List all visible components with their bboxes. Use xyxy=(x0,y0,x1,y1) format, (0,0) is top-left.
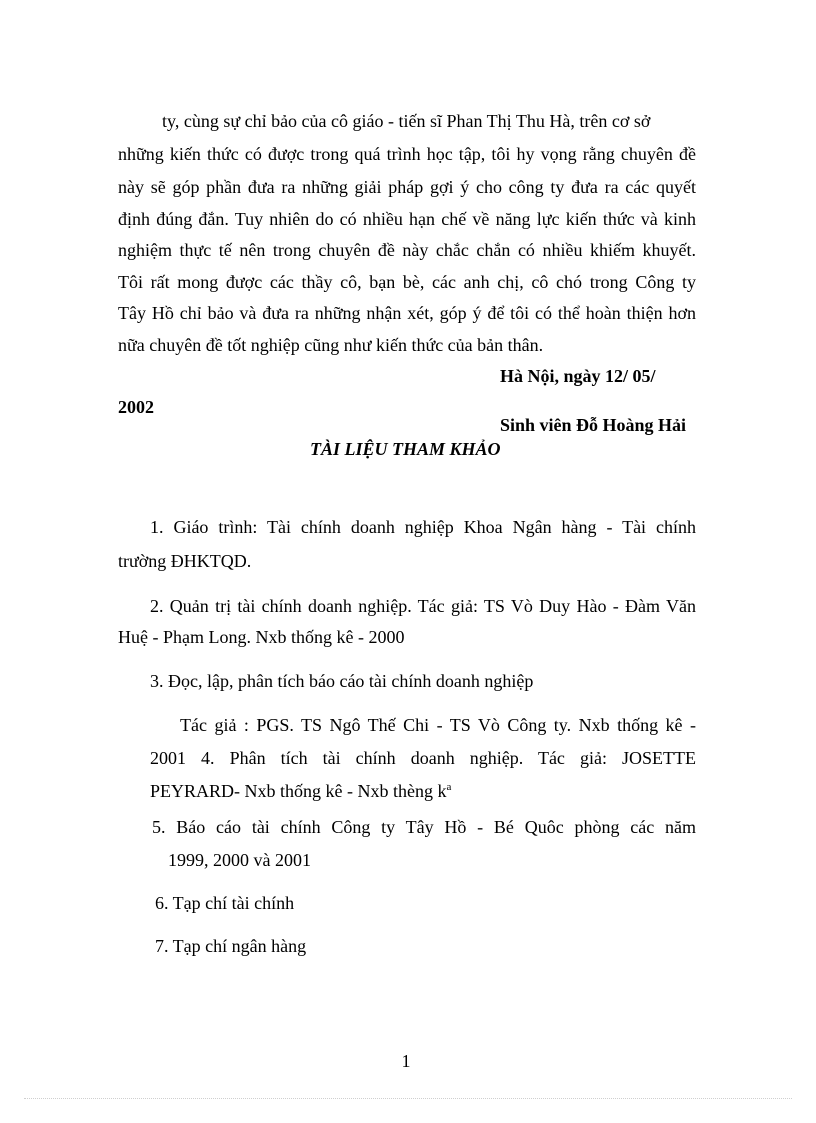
reference-3-line-3: 2001 4. Phân tích tài chính doanh nghiệp. Tác giả: JOSETTE xyxy=(150,748,696,768)
reference-3-line-1: 3. Đọc, lập, phân tích báo cáo tài chính doanh nghiệp xyxy=(150,671,534,691)
date-year: 2002 xyxy=(118,397,154,417)
references-title: TÀI LIỆU THAM KHẢO xyxy=(310,439,501,459)
body-line-5: nghiệm thực tế nên trong chuyên đề này chắc chắn có nhiều khiếm khuyết. xyxy=(118,240,696,260)
body-line-6: Tôi rất mong được các thầy cô, bạn bè, các anh chị, cô chó trong Công ty xyxy=(118,272,696,292)
body-line-3: này sẽ góp phần đưa ra những giải pháp gợi ý cho công ty đưa ra các quyết xyxy=(118,177,696,197)
reference-5-line-2: 1999, 2000 và 2001 xyxy=(168,850,311,870)
reference-5-line-1: 5. Báo cáo tài chính Công ty Tây Hồ - Bé Quôc phòng các năm xyxy=(152,817,696,837)
reference-3-line-2: Tác giả : PGS. TS Ngô Thế Chi - TS Vò Công ty. Nxb thống kê - xyxy=(180,715,696,735)
body-line-4: định đúng đắn. Tuy nhiên do có nhiều hạn chế về năng lực kiến thức và kinh xyxy=(118,209,696,229)
date-line: Hà Nội, ngày 12/ 05/ xyxy=(500,366,656,386)
signature: Sinh viên Đỗ Hoàng Hải xyxy=(500,415,687,435)
body-line-8: nữa chuyên đề tốt nghiệp cũng như kiến thức của bản thân. xyxy=(118,335,544,355)
footer-divider xyxy=(24,1098,792,1099)
body-line-1: ty, cùng sự chỉ bảo của cô giáo - tiến sĩ Phan Thị Thu Hà, trên cơ sở xyxy=(162,111,651,131)
reference-3-line-4-text: PEYRARD- Nxb thống kê - Nxb thèng k xyxy=(150,781,447,801)
reference-2-line-2: Huệ - Phạm Long. Nxb thống kê - 2000 xyxy=(118,627,405,647)
body-line-2: những kiến thức có được trong quá trình học tập, tôi hy vọng rằng chuyên đề xyxy=(118,144,696,164)
page-number: 1 xyxy=(401,1051,411,1071)
reference-3-line-4 xyxy=(150,780,451,802)
reference-2-line-1: 2. Quản trị tài chính doanh nghiệp. Tác giả: TS Vò Duy Hào - Đàm Văn xyxy=(150,596,696,616)
reference-1-line-1: 1. Giáo trình: Tài chính doanh nghiệp Khoa Ngân hàng - Tài chính xyxy=(150,517,696,537)
reference-1-line-2: trường ĐHKTQD. xyxy=(118,551,252,571)
body-line-7: Tây Hồ chỉ bảo và đưa ra những nhận xét, góp ý để tôi có thể hoàn thiện hơn xyxy=(118,303,696,323)
reference-3-line-4-superscript: a xyxy=(446,781,452,793)
reference-7: 7. Tạp chí ngân hàng xyxy=(155,936,307,956)
reference-6: 6. Tạp chí tài chính xyxy=(155,893,295,913)
